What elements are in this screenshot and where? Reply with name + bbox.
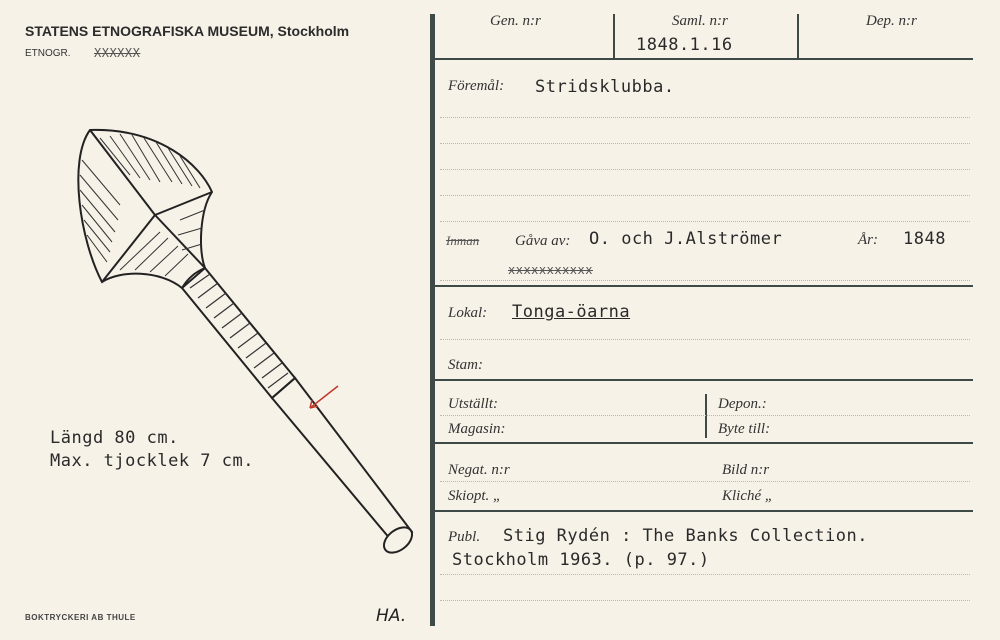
rule-publ xyxy=(435,510,973,512)
saml-value: 1848.1.16 xyxy=(636,35,733,55)
struck-label-2: xxxxxxxxxxx xyxy=(508,263,593,277)
rule-stam xyxy=(435,379,973,381)
byte-label: Byte till: xyxy=(718,421,771,437)
publ-label: Publ. xyxy=(448,529,481,545)
negat-label: Negat. n:r xyxy=(448,462,510,478)
etnogr-label: ETNOGR. xyxy=(25,48,71,59)
utstallt-label: Utställt: xyxy=(448,396,499,412)
dotline xyxy=(440,221,970,222)
rule-lokal xyxy=(435,285,973,287)
saml-label: Saml. n:r xyxy=(672,13,728,29)
stam-label: Stam: xyxy=(448,357,483,373)
gen-label: Gen. n:r xyxy=(490,13,541,29)
dotline xyxy=(440,574,970,575)
dotline xyxy=(440,169,970,170)
foremal-label: Föremål: xyxy=(448,78,505,94)
skiopt-label: Skiopt. „ xyxy=(448,488,502,504)
dotline xyxy=(440,280,970,281)
lokal-value: Tonga-öarna xyxy=(512,302,631,322)
panel-divider xyxy=(430,14,435,626)
magasin-label: Magasin: xyxy=(448,421,506,437)
depon-label: Depon.: xyxy=(718,396,767,412)
depon-divider xyxy=(705,394,707,438)
header-rule xyxy=(435,58,973,60)
lokal-label: Lokal: xyxy=(448,305,488,321)
publ-line-1: Stig Rydén : The Banks Collection. xyxy=(503,526,868,546)
museum-title: STATENS ETNOGRAFISKA MUSEUM, Stockholm xyxy=(25,23,350,39)
printer-imprint: BOKTRYCKERI AB THULE xyxy=(25,613,136,622)
dotline xyxy=(440,195,970,196)
ar-value: 1848 xyxy=(903,229,946,249)
dotline xyxy=(440,415,970,416)
foremal-value: Stridsklubba. xyxy=(535,77,675,97)
ar-label: År: xyxy=(858,232,878,248)
rule-negat xyxy=(435,442,973,444)
publ-line-2: Stockholm 1963. (p. 97.) xyxy=(452,550,710,570)
bild-label: Bild n:r xyxy=(722,462,770,478)
gava-label: Gåva av: xyxy=(515,233,571,249)
initials: HA. xyxy=(376,606,407,626)
struck-label: Inman xyxy=(446,233,480,248)
war-club-drawing xyxy=(60,120,420,560)
dotline xyxy=(440,143,970,144)
saml-dep-divider xyxy=(797,14,799,58)
dotline xyxy=(440,117,970,118)
etnogr-value: XXXXXX xyxy=(94,46,141,60)
dotline xyxy=(440,481,970,482)
dep-label: Dep. n:r xyxy=(866,13,917,29)
length-note: Längd 80 cm. xyxy=(50,428,179,448)
dotline xyxy=(440,339,970,340)
thickness-note: Max. tjocklek 7 cm. xyxy=(50,451,254,471)
gen-saml-divider xyxy=(613,14,615,58)
kliche-label: Kliché „ xyxy=(722,488,774,504)
dotline xyxy=(440,600,970,601)
gava-value: O. och J.Alströmer xyxy=(589,229,783,249)
